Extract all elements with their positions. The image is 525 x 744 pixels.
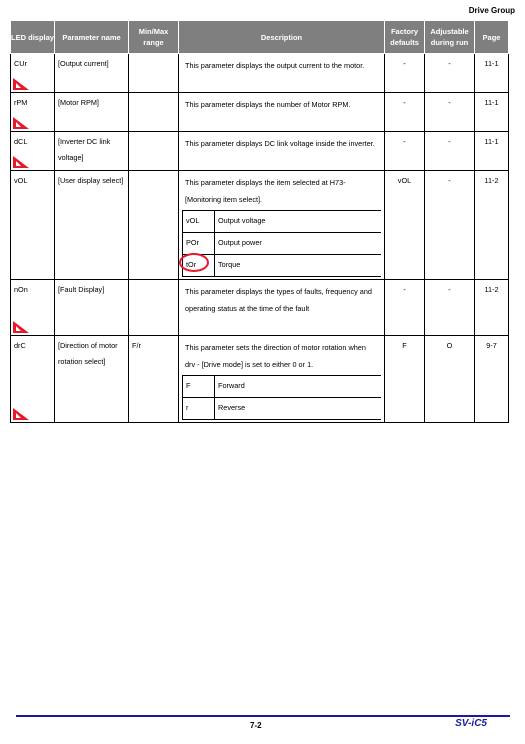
minmax-range	[129, 132, 179, 171]
description: This parameter displays the item selected at H73- [Monitoring item select]. vOL Output voltage POr Output power tOr Torque	[179, 171, 385, 280]
led-code: drC	[11, 336, 55, 423]
page-ref: 11-1	[475, 54, 509, 93]
option-label: Reverse	[215, 398, 382, 420]
col-factory-defaults: Factory defaults	[385, 21, 425, 54]
model-name: SV-iC5	[455, 718, 487, 729]
description: This parameter displays DC link voltage inside the inverter.	[179, 132, 385, 171]
factory-default: -	[385, 280, 425, 336]
factory-default: -	[385, 93, 425, 132]
factory-default: F	[385, 336, 425, 423]
led-code: vOL	[11, 171, 55, 280]
option-code-highlighted: tOr	[183, 255, 215, 277]
warning-triangle-icon	[11, 116, 31, 130]
group-title: Drive Group	[468, 6, 515, 15]
option-label: Torque	[215, 255, 382, 277]
parameter-name: [Inverter DC link voltage]	[55, 132, 129, 171]
led-code: rPM	[11, 93, 55, 132]
option-row	[183, 211, 382, 233]
col-adjustable: Adjustable during run	[425, 21, 475, 54]
warning-triangle-icon	[11, 320, 31, 334]
option-row	[183, 398, 382, 420]
col-minmax-range: Min/Max range	[129, 21, 179, 54]
warning-triangle-icon	[11, 155, 31, 169]
adjustable-during-run: -	[425, 93, 475, 132]
option-code: POr	[183, 233, 215, 255]
option-code: vOL	[183, 211, 215, 233]
table-row	[11, 132, 509, 171]
led-code: CUr	[11, 54, 55, 93]
option-label: Output voltage	[215, 211, 382, 233]
minmax-range	[129, 54, 179, 93]
option-code: F	[183, 376, 215, 398]
description: This parameter displays the number of Motor RPM.	[179, 93, 385, 132]
minmax-range	[129, 171, 179, 280]
page-ref: 11-1	[475, 132, 509, 171]
factory-default: -	[385, 54, 425, 93]
factory-default: -	[385, 132, 425, 171]
option-label: Output power	[215, 233, 382, 255]
adjustable-during-run: -	[425, 171, 475, 280]
table-row	[11, 171, 509, 280]
adjustable-during-run: -	[425, 54, 475, 93]
table-header-row	[11, 21, 509, 54]
col-parameter-name: Parameter name	[55, 21, 129, 54]
option-list	[182, 210, 381, 277]
option-code: r	[183, 398, 215, 420]
option-row	[183, 255, 382, 277]
page-ref: 9-7	[475, 336, 509, 423]
option-list	[182, 375, 381, 420]
page-ref: 11-2	[475, 171, 509, 280]
minmax-range: F/r	[129, 336, 179, 423]
parameter-name: [Motor RPM]	[55, 93, 129, 132]
warning-triangle-icon	[11, 77, 31, 91]
parameter-name: [Fault Display]	[55, 280, 129, 336]
option-row	[183, 233, 382, 255]
col-page: Page	[475, 21, 509, 54]
adjustable-during-run: -	[425, 280, 475, 336]
minmax-range	[129, 93, 179, 132]
adjustable-during-run: -	[425, 132, 475, 171]
footer-rule	[16, 715, 510, 717]
table-row	[11, 336, 509, 423]
parameter-name: [User display select]	[55, 171, 129, 280]
col-description: Description	[179, 21, 385, 54]
col-led-display: LED display	[11, 21, 55, 54]
red-circle-highlight	[179, 253, 209, 272]
description: This parameter sets the direction of motor rotation when drv - [Drive mode] is set to either 0 or 1. F Forward r Reverse	[179, 336, 385, 423]
adjustable-during-run: O	[425, 336, 475, 423]
table-row	[11, 54, 509, 93]
parameter-table	[10, 20, 509, 423]
led-code: nOn	[11, 280, 55, 336]
factory-default: vOL	[385, 171, 425, 280]
page-number: 7-2	[250, 721, 262, 730]
description: This parameter displays the output current to the motor.	[179, 54, 385, 93]
parameter-name: [Output current]	[55, 54, 129, 93]
table-row	[11, 93, 509, 132]
parameter-name: [Direction of motor rotation select]	[55, 336, 129, 423]
page-ref: 11-2	[475, 280, 509, 336]
table-row	[11, 280, 509, 336]
page-ref: 11-1	[475, 93, 509, 132]
minmax-range	[129, 280, 179, 336]
description: This parameter displays the types of faults, frequency and operating status at the time of the fault	[179, 280, 385, 336]
option-row	[183, 376, 382, 398]
option-label: Forward	[215, 376, 382, 398]
warning-triangle-icon	[11, 407, 31, 421]
led-code: dCL	[11, 132, 55, 171]
